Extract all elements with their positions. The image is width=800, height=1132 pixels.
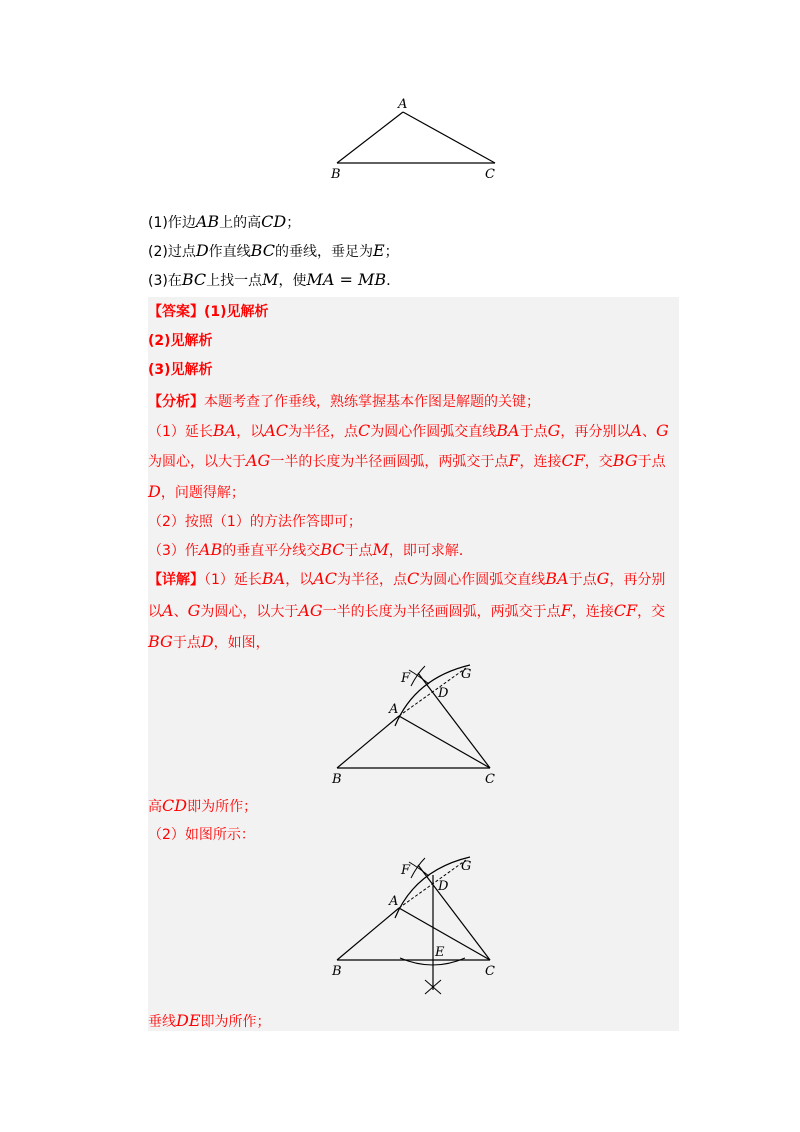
answer-line-1: 【答案】(1)见解析	[148, 304, 269, 320]
question-2: (2)过点D作直线BC的垂线，垂足为E；	[148, 241, 399, 260]
segment-ba-extended	[337, 716, 399, 768]
side-ac	[403, 112, 495, 163]
analysis-intro: 【分析】本题考查了作垂线，熟练掌握基本作图是解题的关键；	[148, 394, 540, 410]
label-e: E	[435, 945, 445, 960]
analysis-step2: （2）按照（1）的方法作答即可；	[148, 514, 362, 530]
detail-step1-line2: 以A、G为圆心，以大于AG一半的长度为半径画圆弧，两弧交于点F，连接CF，交	[148, 601, 666, 620]
label-g: G	[461, 667, 472, 682]
label-b: B	[332, 772, 342, 787]
analysis-step1-line1: （1）延长BA，以AC为半径，点C为圆心作圆弧交直线BA于点G，再分别以A、G	[148, 421, 669, 440]
label-a: A	[389, 702, 399, 717]
detail-after-figure-1: 高CD即为所作；	[148, 796, 258, 815]
label-c: C	[485, 964, 495, 979]
label-d: D	[438, 686, 449, 701]
label-g: G	[461, 859, 472, 874]
label-d: D	[438, 879, 449, 894]
label-b: B	[331, 167, 341, 182]
figure-construction-de	[325, 850, 510, 1000]
segment-ac	[399, 908, 490, 960]
detail-step1-line3: BG于点D，如图，	[148, 632, 270, 651]
label-c: C	[485, 167, 495, 182]
detail-step2: （2）如图所示：	[148, 827, 255, 843]
label-f: F	[401, 671, 411, 686]
label-a: A	[398, 97, 408, 112]
analysis-step1-line2: 为圆心，以大于AG一半的长度为半径画圆弧，两弧交于点F，连接CF，交BG于点	[148, 451, 666, 470]
detail-step1-line1: 【详解】（1）延长BA，以AC为半径，点C为圆心作圆弧交直线BA于点G，再分别	[148, 569, 666, 588]
label-a: A	[389, 894, 399, 909]
segment-cf	[418, 865, 490, 960]
question-3: (3)在BC上找一点M，使MA = MB．	[148, 270, 401, 289]
detail-after-figure-2: 垂线DE即为所作；	[148, 1011, 271, 1030]
segment-cf	[418, 673, 490, 768]
label-c: C	[485, 772, 495, 787]
label-f: F	[401, 863, 411, 878]
figure-triangle-abc	[325, 95, 505, 185]
question-1: (1)作边AB上的高CD；	[148, 212, 301, 231]
analysis-step1-line3: D，问题得解；	[148, 482, 245, 501]
label-b: B	[332, 964, 342, 979]
segment-ba-extended	[337, 908, 399, 960]
figure-construction-cd	[325, 658, 510, 788]
segment-ac	[399, 716, 490, 768]
answer-line-2: (2)见解析	[148, 333, 213, 349]
analysis-step3: （3）作AB的垂直平分线交BC于点M，即可求解．	[148, 540, 473, 559]
answer-line-3: (3)见解析	[148, 362, 213, 378]
arc-intersect-1	[409, 670, 429, 684]
side-ab	[337, 112, 403, 163]
arc-intersect-1	[409, 862, 429, 876]
